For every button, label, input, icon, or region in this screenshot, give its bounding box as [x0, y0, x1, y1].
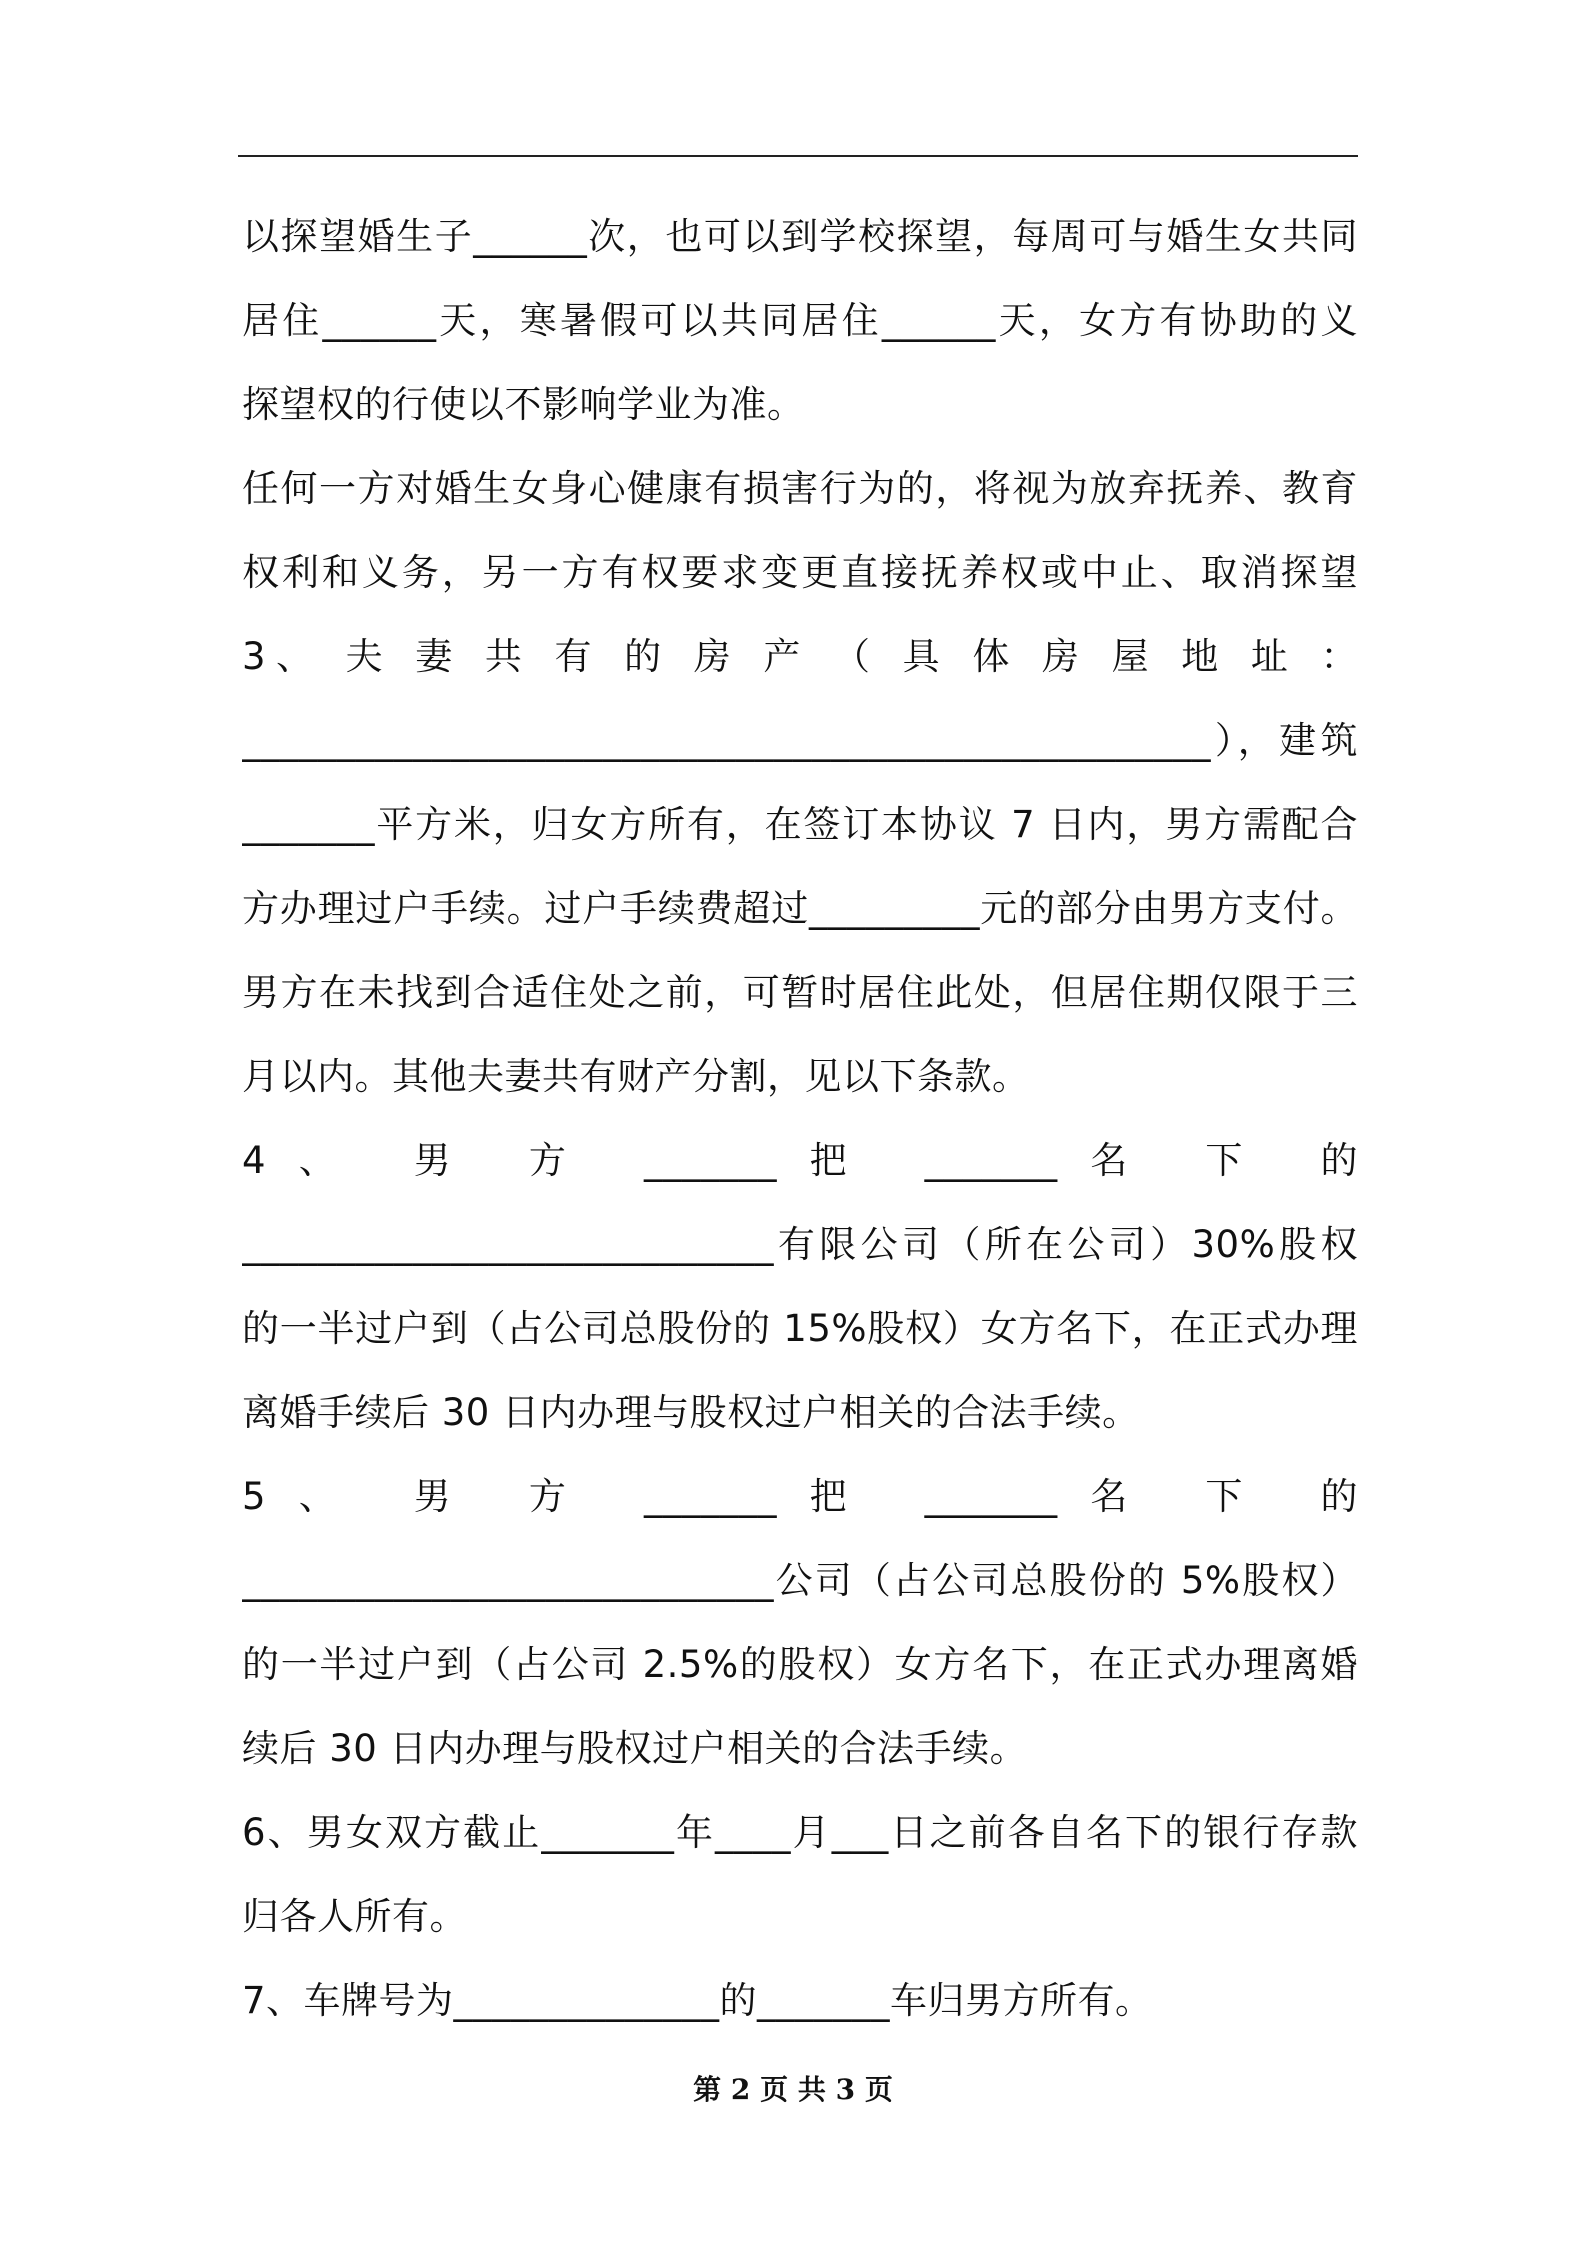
clause-3-transfer-line: 方办理过户手续。过户手续费超过_________元的部分由男方支付。 [242, 887, 1358, 930]
clause-3-end-line: 月以内。其他夫妻共有财产分割，见以下条款。 [242, 1055, 1030, 1098]
text-line-2: 居住______天，寒暑假可以共同居住______天，女方有协助的义 [242, 299, 1358, 342]
clause-7-line: 7、车牌号为______________的_______车归男方所有。 [242, 1979, 1153, 2022]
clause-4-company-line: ____________________________有限公司（所在公司）30%股权 [242, 1223, 1358, 1266]
header-rule [238, 155, 1358, 157]
text-line-1: 以探望婚生子______次，也可以到学校探望，每周可与婚生女共同 [242, 215, 1358, 258]
document-body [242, 195, 1358, 2043]
clause-5-end-line: 续后 30 日内办理与股权过户相关的合法手续。 [242, 1727, 1028, 1770]
text-line-5: 权利和义务，另一方有权要求变更直接抚养权或中止、取消探望 [242, 551, 1358, 594]
text-line-3: 探望权的行使以不影响学业为准。 [242, 383, 805, 426]
clause-4-heading: 4、 男 方 _______把 _______名 下 的 [242, 1139, 1358, 1182]
clause-6-end-line: 归各人所有。 [242, 1895, 467, 1938]
clause-5-company-line: ____________________________公司（占公司总股份的 5%股权） [242, 1559, 1358, 1602]
clause-3-address-line: ___________________________________________________），建筑 [242, 719, 1358, 762]
clause-4-transfer-line: 的一半过户到（占公司总股份的 15%股权）女方名下，在正式办理 [242, 1307, 1358, 1350]
clause-3-heading: 3、 夫 妻 共 有 的 房 产 （ 具 体 房 屋 地 址 ： [242, 635, 1358, 678]
clause-4-end-line: 离婚手续后 30 日内办理与股权过户相关的合法手续。 [242, 1391, 1140, 1434]
clause-6-line: 6、男女双方截止_______年____月___日之前各自名下的银行存款 [242, 1811, 1358, 1854]
text-line-4: 任何一方对婚生女身心健康有损害行为的，将视为放弃抚养、教育 [242, 467, 1358, 510]
clause-3-area-line: _______平方米，归女方所有，在签订本协议 7 日内，男方需配合 [242, 803, 1358, 846]
clause-5-transfer-line: 的一半过户到（占公司 2.5%的股权）女方名下，在正式办理离婚 [242, 1643, 1358, 1686]
clause-3-residence-line: 男方在未找到合适住处之前，可暂时居住此处，但居住期仅限于三 [242, 971, 1358, 1014]
clause-5-heading: 5、 男 方 _______把 _______名 下 的 [242, 1475, 1358, 1518]
page-number-footer: 第 2 页 共 3 页 [693, 2073, 893, 2106]
